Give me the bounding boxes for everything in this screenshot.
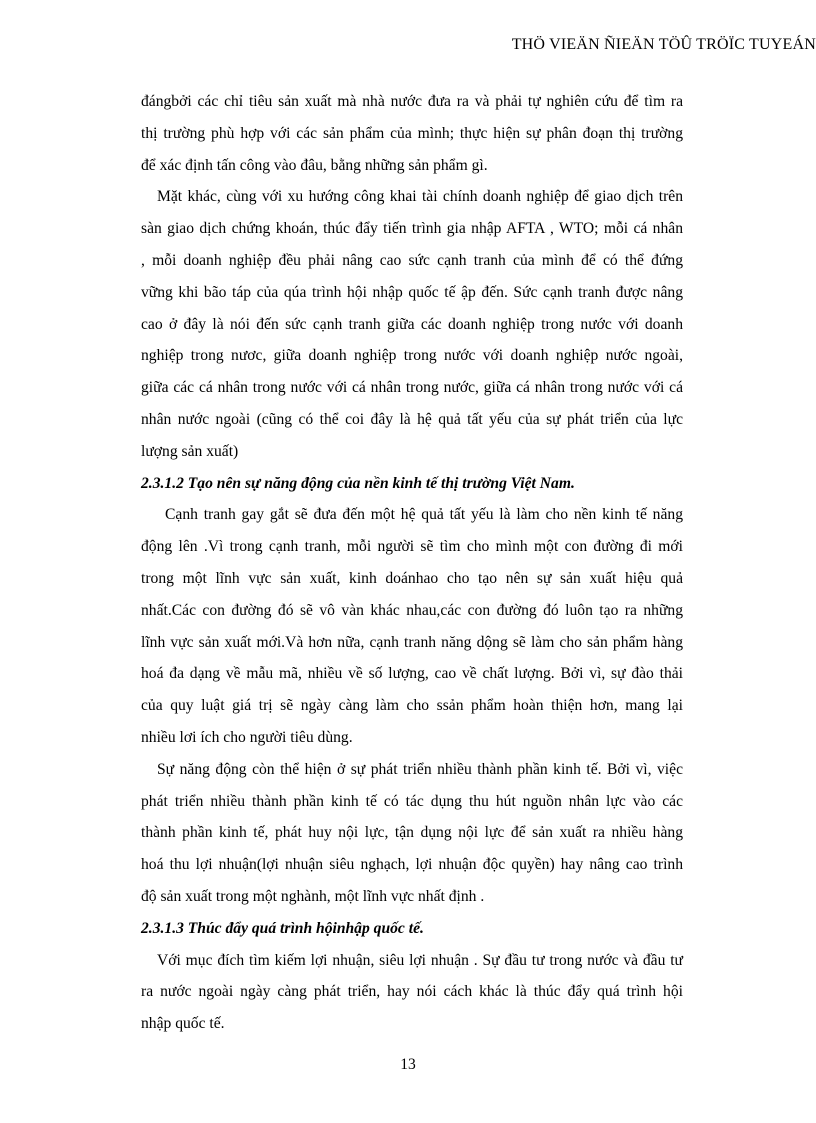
paragraph-3 [141,499,683,753]
section-heading-2-3-1-2: 2.3.1.2 Tạo nên sự năng động của nền kinh tế thị trường Việt Nam. [141,474,575,492]
paragraph-4 [141,754,683,913]
text-line: lượng sản xuất) [141,442,239,460]
text-line: , mỗi doanh nghiệp đều phải nâng cao sức cạnh tranh của mình để có thể đứng [141,251,683,269]
text-line: Với mục đích tìm kiếm lợi nhuận, siêu lợi nhuận . Sự đầu tư trong nước và đầu tư [157,951,683,969]
text-line: để xác định tấn công vào đâu, bằng những sản phẩm gì. [141,156,488,174]
text-line: Mặt khác, cùng với xu hướng công khai tài chính doanh nghiệp để giao dịch trên [157,188,683,206]
text-line: hoá đa dạng về mẫu mã, nhiều về số lượng, cao về chất lượng. Bởi vì, sự đào thải [141,665,683,683]
paragraph-1 [141,86,683,181]
text-line: Cạnh tranh gay gắt sẽ đưa đến một hệ quả tất yếu là làm cho nền kinh tế năng [165,506,683,524]
text-line: hoá thu lợi nhuận(lợi nhuận siêu nghạch, lợi nhuận độc quyền) hay nâng cao trình [141,856,683,874]
text-line: ra nước ngoài ngày càng phát triển, hay nói cách khác là thúc đẩy quá trình hội [141,983,683,1001]
text-line: của quy luật giá trị sẽ ngày càng làm cho ssản phẩm hoàn thiện hơn, mang lại [141,697,683,715]
text-line: vững khi bão táp của qúa trình hội nhập quốc tế ập đến. Sức cạnh tranh được nâng [141,283,683,301]
page-header-title: THÖ VIEÄN ÑIEÄN TÖÛ TRÖÏC TUYEÁN [511,36,816,53]
text-line: nhất.Các con đường đó sẽ vô vàn khác nhau,các con đường đó luôn tạo ra những [141,601,683,619]
text-line: phát triển nhiều thành phần kinh tế có tác dụng thu hút nguồn nhân lực vào các [141,792,683,810]
text-line: trong một lĩnh vực sản xuất, kinh doánhao cho tạo nên sự sản xuất hiệu quả [141,569,683,587]
text-line: sàn giao dịch chứng khoán, thúc đẩy tiến trình gia nhập AFTA , WTO; mỗi cá nhân [141,220,683,238]
text-line: thành phần kinh tế, phát huy nội lực, tận dụng nội lực để sản xuất ra nhiều hàng [141,824,683,842]
text-line: thị trường phù hợp với các sản phẩm của mình; thực hiện sự phân đoạn thị trường [141,124,683,142]
text-line: lĩnh vực sản xuất mới.Và hơn nữa, cạnh tranh năng dộng sẽ làm cho sản phẩm hàng [141,633,683,651]
text-line: động lên .Vì trong cạnh tranh, mỗi người sẽ tìm cho mình một con đường đi mới [141,538,683,556]
paragraph-2 [141,181,683,467]
text-line: nhập quốc tế. [141,1015,225,1033]
text-line: độ sản xuất trong một nghành, một lĩnh vực nhất định . [141,887,485,905]
text-line: giữa các cá nhân trong nước với cá nhân trong nước, giữa cá nhân trong nước với cá [141,379,683,397]
paragraph-5 [141,945,683,1040]
text-line: Sự năng động còn thể hiện ở sự phát triển nhiều thành phần kinh tế. Bởi vì, việc [157,760,683,778]
page-number: 13 [400,1056,416,1073]
text-line: nhiều lơi ích cho người tiêu dùng. [141,728,353,746]
text-line: đángbởi các chỉ tiêu sản xuất mà nhà nước đưa ra và phải tự nghiên cứu để tìm ra [141,93,683,110]
document-body [141,86,683,1040]
section-heading-2-3-1-3: 2.3.1.3 Thúc đẩy quá trình hộinhập quốc tế. [141,919,424,937]
text-line: cao ở đây là nói đến sức cạnh tranh giữa các doanh nghiệp trong nước với doanh [141,315,683,333]
text-line: nhân nước ngoài (cũng có thể coi đây là hệ quả tất yếu của sự phát triển của lực [141,410,683,428]
text-line: nghiệp trong nươc, giữa doanh nghiệp trong nước với doanh nghiệp nước ngoài, [141,347,683,365]
